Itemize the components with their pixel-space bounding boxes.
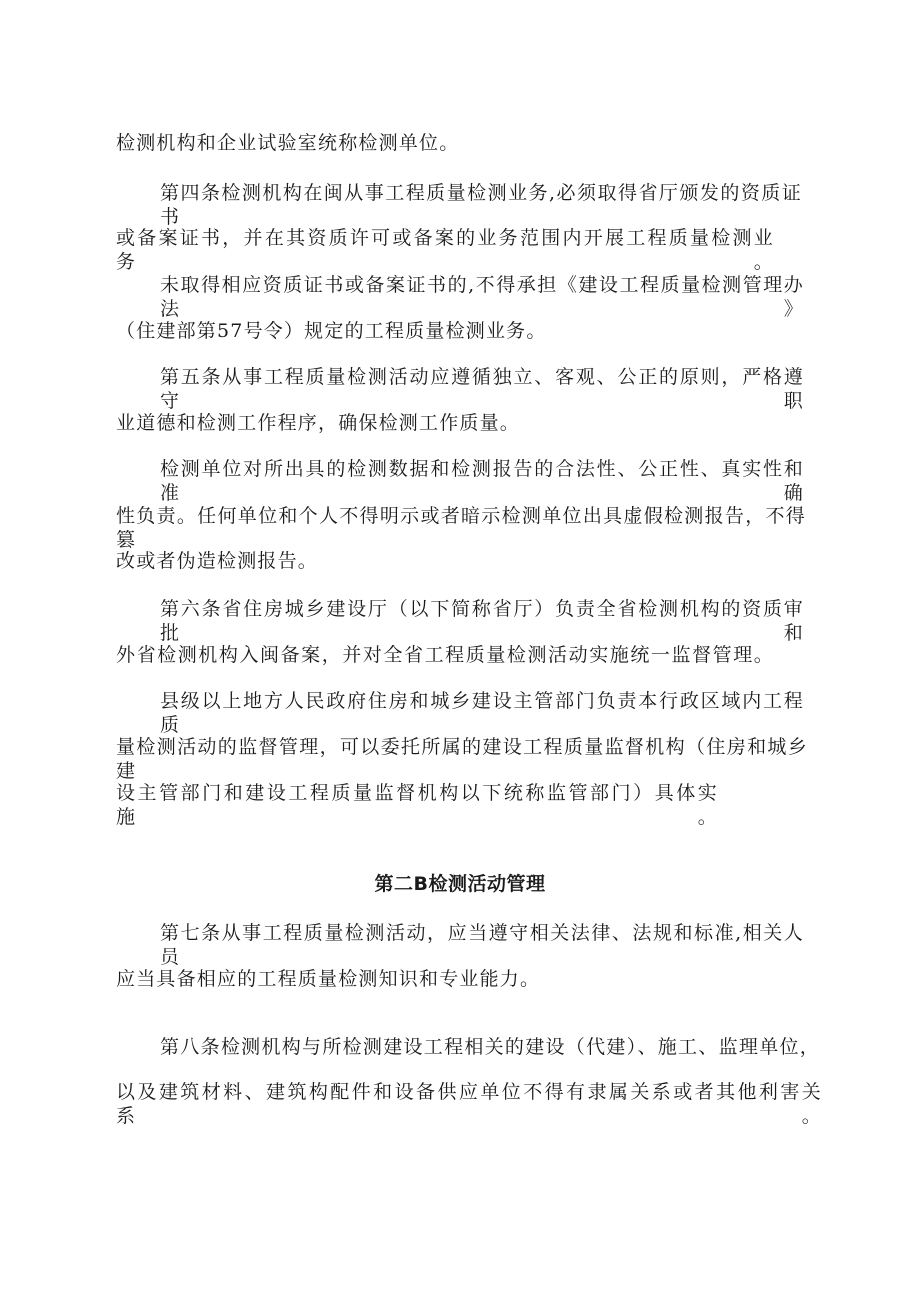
paragraph-line: 第六条省住房城乡建设厅（以下简称省厅）负责全省检测机构的资质审批和 [160,598,804,644]
paragraph-line: 第四条检测机构在闽从事工程质量检测业务,必须取得省厅颁发的资质证书 [160,182,802,228]
paragraph-line: （住建部第57号令）规定的工程质量检测业务。 [116,320,547,342]
paragraph-line: 第五条从事工程质量检测活动应遵循独立、客观、公正的原则，严格遵守职 [160,366,804,412]
paragraph-line: 性负责。任何单位和个人不得明示或者暗示检测单位出具虚假检测报告，不得篡 [116,505,806,551]
paragraph-line: 县级以上地方人民政府住房和城乡建设主管部门负责本行政区域内工程质 [160,690,804,736]
paragraph-line: 以及建筑材料、建筑构配件和设备供应单位不得有隶属关系或者其他利害关系。 [116,1081,822,1127]
paragraph-line: 检测单位对所出具的检测数据和检测报告的合法性、公正性、真实性和准确 [160,458,804,504]
paragraph-line: 或备案证书，并在其资质许可或备案的业务范围内开展工程质量检测业务。 [116,227,774,273]
paragraph-line: 第八条检测机构与所检测建设工程相关的建设（代建）、施工、监理单位， [160,1036,820,1058]
paragraph-line: 量检测活动的监督管理，可以委托所属的建设工程质量监督机构（住房和城乡建 [116,736,808,782]
paragraph-line: 改或者伪造检测报告。 [116,550,319,572]
paragraph-line: 应当具备相应的工程质量检测知识和专业能力。 [116,968,541,990]
paragraph-line: 设主管部门和建设工程质量监督机构以下统称监管部门）具体实施。 [116,782,718,828]
paragraph-line: 业道德和检测工作程序，确保检测工作质量。 [116,412,521,434]
paragraph-line: 外省检测机构入闽备案，并对全省工程质量检测活动实施统一监督管理。 [116,644,774,666]
paragraph-line: 检测机构和企业试验室统称检测单位。 [116,132,460,154]
paragraph-line: 未取得相应资质证书或备案证书的,不得承担《建设工程质量检测管理办法》 [160,274,804,320]
paragraph-line: 第七条从事工程质量检测活动，应当遵守相关法律、法规和标准,相关人员 [160,922,804,968]
section-heading: 第二B检测活动管理 [374,873,546,895]
